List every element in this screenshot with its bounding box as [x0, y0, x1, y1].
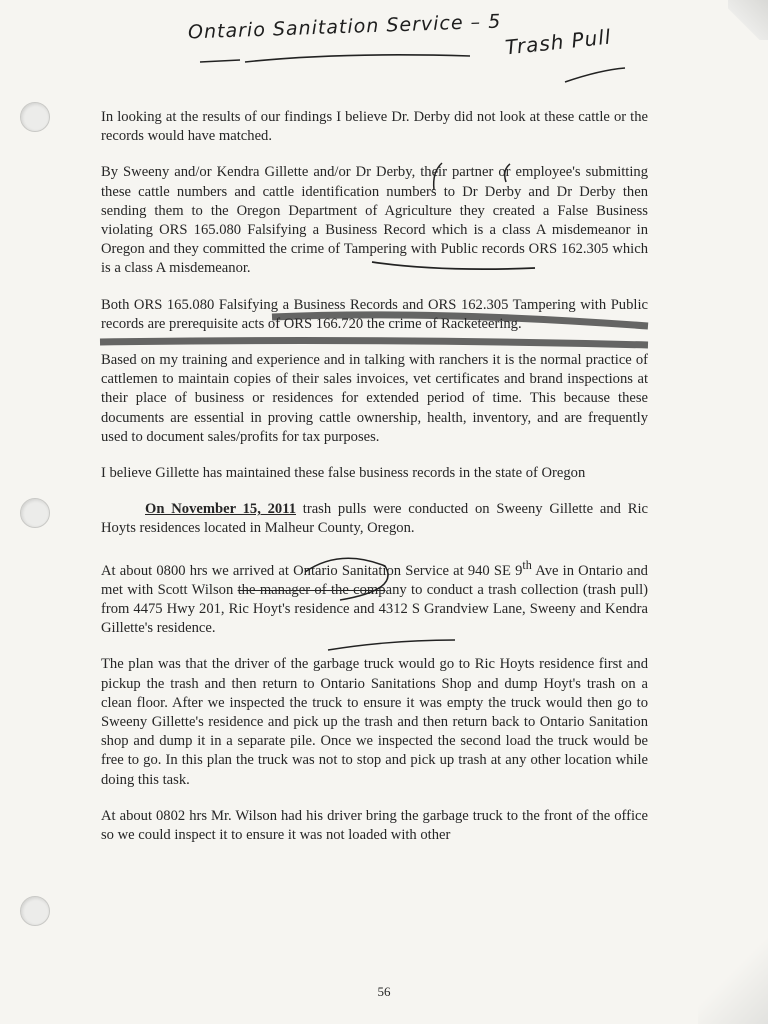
- paragraph-7-part-b: Ave in Ontario and met with Scott Wilson: [101, 562, 648, 598]
- paragraph-1: In looking at the results of our findings I believe Dr. Derby did not look at these cattle or the records would have matched.: [101, 109, 648, 145]
- paragraph-2: By Sweeny and/or Kendra Gillette and/or Dr Derby, their partner or employee's submitting these cattle numbers and cattle identification numbers to Dr Derby and Dr Derby then sending them to the Oregon Department of Agriculture they created a False Business violating ORS 165.080 Falsifying a Business Record which is a class A misdemeanor in Oregon and they committed the crime of Tampering with Public records ORS 162.305 which is a class A misdemeanor.: [101, 164, 648, 277]
- paragraph-3: Both ORS 165.080 Falsifying a Business Records and ORS 162.305 Tampering with Public records are prerequisite acts of ORS 166.720 the crime of Racketeering.: [101, 296, 648, 332]
- paragraph-7-part-c: any to conduct a trash collection (trash pull) from 4475 Hwy 201, Ric Hoyt's residence and 4312 S Grandview Lane, Sweeny and Kendra Gillette's residence.: [101, 581, 648, 637]
- paragraph-4: Based on my training and experience and in talking with ranchers it is the normal practice of cattlemen to maintain copies of their sales invoices, vet certificates and brand inspections at their place of business or residences for extended period of time. This because these documents are essential in proving cattle ownership, health, inventory, and are frequently used to document sales/profits for tax purposes.: [101, 352, 648, 445]
- document-body: [101, 108, 648, 862]
- paragraph-6: [101, 500, 648, 538]
- paragraph-6-text: trash pulls were conducted on Sweeny Gillette and Ric Hoyts residences located in Malheur County, Oregon.: [101, 501, 648, 537]
- page-number: 56: [377, 984, 391, 999]
- punch-hole-middle: [20, 498, 50, 528]
- paragraph-7-part-a: At about 0800 hrs we arrived at Ontario Sanitation Service at 940 SE 9: [101, 562, 523, 579]
- paragraph-5: I believe Gillette has maintained these false business records in the state of Oregon: [101, 465, 586, 482]
- punch-hole-bottom: [20, 896, 50, 926]
- paragraph-8: The plan was that the driver of the garbage truck would go to Ric Hoyts residence first and pickup the trash and then return to Ontario Sanitations Shop and dump Hoyt's trash on a clean floor. After we inspected the truck to ensure it was empty the truck would then go to Sweeny Gillette's residence and pick up the trash and then return back to Ontario Sanitation shop and dump it in a separate pile. Once we inspected the second load the truck would be free to go. In this plan the truck was not to stop and pick up trash at any other location while doing this task.: [101, 656, 648, 788]
- handwritten-note: Trash Pull: [504, 24, 613, 60]
- struck-text: the manager of the comp: [237, 581, 386, 598]
- ordinal-suffix: th: [522, 557, 532, 572]
- page-bottom-fold: [698, 934, 768, 1024]
- trash-pull-date: On November 15, 2011: [145, 501, 296, 518]
- paragraph-7: [101, 556, 648, 639]
- handwritten-title: Ontario Sanitation Service – 5: [187, 10, 502, 44]
- handwritten-underlines: [0, 0, 768, 110]
- paragraph-9: At about 0802 hrs Mr. Wilson had his driver bring the garbage truck to the front of the office so we could inspect it to ensure it was not loaded with other: [101, 807, 648, 843]
